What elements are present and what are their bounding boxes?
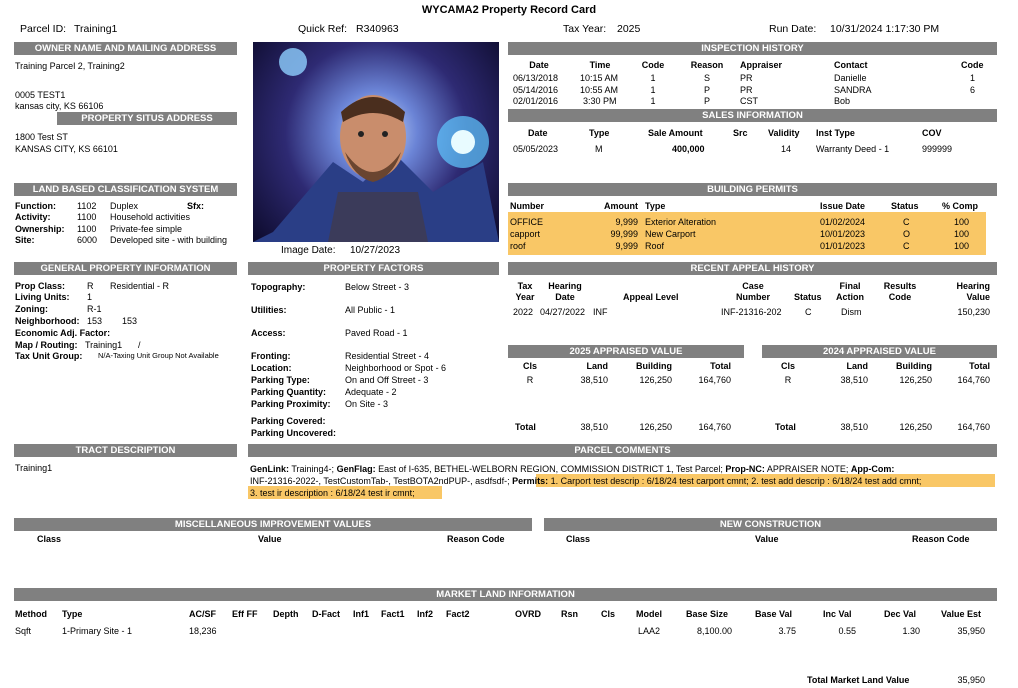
comment-permits-label: Permits: (512, 476, 549, 486)
image-date-label: Image Date: (281, 245, 336, 256)
newcon-col-reason: Reason Code (912, 534, 970, 544)
propnc: APPRAISER NOTE; (766, 464, 849, 474)
run-date: 10/31/2024 1:17:30 PM (830, 23, 940, 35)
fronting: Residential Street - 4 (345, 351, 430, 361)
living-units-label: Living Units: (15, 292, 70, 302)
misc-col-class: Class (37, 534, 62, 544)
ml-row-value-est: 35,950 (957, 626, 985, 636)
inspection-row-2-date: 05/14/2016 (513, 85, 559, 95)
genflag: East of I-635, BETHEL-WELBORN REGION, COMMISSION DISTRICT 1, Test Parcel; (378, 464, 723, 474)
ml-row-acsf: 18,236 (189, 626, 217, 636)
lbcs-site-desc: Developed site - with building (110, 235, 228, 245)
inspection-row-3-contact: Bob (834, 96, 851, 106)
appeal-col-action: Action (836, 292, 864, 302)
market-land-heading: MARKET LAND INFORMATION (14, 588, 997, 601)
lbcs-ownership-label: Ownership: (15, 224, 65, 234)
permit-1-status: C (903, 217, 910, 227)
appeal-col-hearing2: Hearing (956, 281, 990, 291)
situs-line2: KANSAS CITY, KS 66101 (15, 144, 118, 154)
lbcs-function-desc: Duplex (110, 201, 139, 211)
inspection-row-2-contact: SANDRA (834, 85, 872, 95)
appeal-row-status: C (805, 307, 812, 317)
a2025-total-land: 38,510 (580, 422, 608, 432)
comment-permits-text-2: 3. test ir description : 6/18/24 test ir cmnt; (250, 488, 415, 498)
parking-proximity: On Site - 3 (345, 399, 389, 409)
location-label: Location: (251, 363, 292, 373)
sales-row-cov: 999999 (922, 144, 953, 154)
image-date: 10/27/2023 (350, 245, 401, 256)
a2024-total-total: 164,760 (957, 422, 990, 432)
inspection-col-time: Time (589, 60, 611, 70)
ml-col-rsn: Rsn (561, 609, 579, 619)
permits-col-number: Number (510, 201, 545, 211)
permit-1-amount: 9,999 (615, 217, 638, 227)
permit-2-comp: 100 (954, 229, 970, 239)
genflag-label: GenFlag: (336, 464, 376, 474)
inspection-row-3-reason: P (703, 96, 710, 106)
a2024-row-land: 38,510 (840, 375, 868, 385)
inspection-row-1-code: 1 (650, 73, 656, 83)
permits-col-type: Type (645, 201, 666, 211)
appraised-2025-heading: 2025 APPRAISED VALUE (508, 345, 744, 358)
ml-col-acsf: AC/SF (189, 609, 216, 619)
living-units: 1 (87, 292, 93, 302)
parking-quantity: Adequate - 2 (345, 387, 397, 397)
inspection-row-1-reason: S (703, 73, 710, 83)
permit-3-number: roof (510, 241, 526, 251)
ml-col-base-size: Base Size (686, 609, 729, 619)
inspection-row-2-time: 10:55 AM (580, 85, 619, 95)
tract-text: Training1 (15, 463, 53, 473)
owner-address-line1: 0005 TEST1 (15, 90, 66, 100)
inspection-row-3-appraiser: CST (740, 96, 758, 106)
permits-heading: BUILDING PERMITS (508, 183, 997, 196)
ml-col-type: Type (62, 609, 83, 619)
appeal-row-value: 150,230 (957, 307, 990, 317)
a2024-total-building: 126,250 (899, 422, 932, 432)
parking-type-label: Parking Type: (251, 375, 310, 385)
ml-row-base-val: 3.75 (778, 626, 796, 636)
lbcs-heading: LAND BASED CLASSIFICATION SYSTEM (14, 183, 237, 196)
ml-col-fact2: Fact2 (446, 609, 470, 619)
lbcs-ownership-code: 1100 (77, 224, 97, 234)
appcom: INF-21316-2022-, TestCustomTab-, TestBOTA2ndPUP-, asdfsdf-; (250, 476, 510, 486)
parking-type: On and Off Street - 3 (345, 375, 429, 385)
permit-2-status: O (903, 229, 911, 239)
utilities: All Public - 1 (345, 305, 396, 315)
misc-heading: MISCELLANEOUS IMPROVEMENT VALUES (14, 518, 532, 531)
sales-col-cov: COV (922, 128, 942, 138)
ml-row-inc-val: 0.55 (838, 626, 856, 636)
tract-heading: TRACT DESCRIPTION (14, 444, 237, 457)
sales-col-validity: Validity (768, 128, 800, 138)
inspection-row-1-date: 06/13/2018 (513, 73, 559, 83)
tax-year-label: Tax Year: (563, 23, 607, 35)
map-routing-separator: / (138, 340, 141, 350)
inspection-row-1-time: 10:15 AM (580, 73, 619, 83)
permit-1-type: Exterior Alteration (645, 217, 717, 227)
appeal-col-hearing: Hearing (548, 281, 582, 291)
parking-uncovered-label: Parking Uncovered: (251, 428, 337, 438)
quick-ref: R340963 (356, 23, 399, 35)
misc-col-value: Value (258, 534, 282, 544)
appeal-col-level: Appeal Level (623, 292, 679, 302)
appeal-col-number: Number (735, 292, 770, 302)
property-photo-art (253, 42, 499, 242)
ml-row-model: LAA2 (638, 626, 661, 636)
ml-total-value: 35,950 (957, 675, 985, 685)
a2025-total-label: Total (515, 422, 536, 432)
permit-3-issue: 01/01/2023 (820, 241, 866, 251)
comments-body (250, 463, 998, 499)
sales-col-amount: Sale Amount (648, 128, 703, 138)
inspection-col-contact: Contact (834, 60, 868, 70)
sales-row-inst: Warranty Deed - 1 (816, 144, 890, 154)
topography-label: Topography: (251, 282, 306, 292)
sales-row-type: M (595, 144, 603, 154)
topography: Below Street - 3 (345, 282, 410, 292)
a2024-col-total: Total (969, 361, 990, 371)
a2025-total-building: 126,250 (639, 422, 672, 432)
appeal-row-case: INF-21316-202 (721, 307, 782, 317)
appeal-col-tax: Tax (517, 281, 533, 291)
ml-col-inc-val: Inc Val (823, 609, 852, 619)
situs-line1: 1800 Test ST (15, 132, 68, 142)
a2025-row-total: 164,760 (698, 375, 731, 385)
a2025-col-building: Building (636, 361, 672, 371)
ml-col-depth: Depth (273, 609, 299, 619)
comments-heading: PARCEL COMMENTS (248, 444, 997, 457)
neighborhood-label: Neighborhood: (15, 316, 80, 326)
sales-heading: SALES INFORMATION (508, 109, 997, 122)
permit-1-number: OFFICE (510, 217, 543, 227)
owner-name: Training Parcel 2, Training2 (15, 61, 125, 71)
a2025-col-cls: Cls (522, 361, 537, 371)
lbcs-ownership-desc: Private-fee simple (110, 224, 183, 234)
ml-row-type: 1-Primary Site - 1 (62, 626, 133, 636)
appeal-col-status: Status (794, 292, 822, 302)
a2025-row-cls: R (526, 375, 534, 385)
permit-1-issue: 01/02/2024 (820, 217, 866, 227)
parcel-id: Training1 (74, 23, 118, 35)
misc-col-reason: Reason Code (447, 534, 505, 544)
parcel-id-label: Parcel ID: (20, 23, 67, 35)
ml-total-label: Total Market Land Value (807, 675, 910, 685)
a2024-total-label: Total (775, 422, 796, 432)
comment-permits-text-1: 1. Carport test descrip : 6/18/24 test carport cmnt; 2. test add descrip : 6/18/24 test add cmnt; (550, 476, 922, 486)
access: Paved Road - 1 (345, 328, 408, 338)
ml-row-base-size: 8,100.00 (696, 626, 732, 636)
property-photo (253, 42, 499, 242)
map-routing-label: Map / Routing: (15, 340, 78, 350)
inspection-col-date: Date (529, 60, 549, 70)
map-routing: Training1 (85, 340, 123, 350)
inspection-row-2-code: 1 (650, 85, 656, 95)
parking-proximity-label: Parking Proximity: (251, 399, 331, 409)
sales-row-validity: 14 (781, 144, 792, 154)
appraised-2024-heading: 2024 APPRAISED VALUE (762, 345, 997, 358)
a2024-col-cls: Cls (780, 361, 795, 371)
report-title: WYCAMA2 Property Record Card (421, 4, 597, 16)
access-label: Access: (251, 328, 286, 338)
appeal-heading: RECENT APPEAL HISTORY (508, 262, 997, 275)
inspection-row-3-code: 1 (650, 96, 656, 106)
permits-col-comp: % Comp (942, 201, 978, 211)
permits-col-issue: Issue Date (820, 201, 866, 211)
zoning-label: Zoning: (15, 304, 48, 314)
inspection-col-code: Code (641, 60, 665, 70)
permit-2-number: capport (510, 229, 541, 239)
ml-col-inf1: Inf1 (353, 609, 370, 619)
appeal-col-case: Case (742, 281, 764, 291)
appeal-col-date: Date (555, 292, 575, 302)
inspection-row-2-reason: P (703, 85, 710, 95)
a2024-row-total: 164,760 (957, 375, 990, 385)
appeal-row-level: INF (593, 307, 608, 317)
ml-row-method: Sqft (15, 626, 32, 636)
ml-col-fact1: Fact1 (381, 609, 405, 619)
lbcs-sfx-label: Sfx: (187, 201, 205, 211)
ml-col-dfact: D-Fact (312, 609, 341, 619)
newcon-col-value: Value (755, 534, 779, 544)
a2024-total-land: 38,510 (840, 422, 868, 432)
zoning: R-1 (87, 304, 102, 314)
ml-col-ovrd: OVRD (515, 609, 542, 619)
inspection-row-2-appraiser: PR (740, 85, 753, 95)
permit-3-comp: 100 (954, 241, 970, 251)
genlink-label: GenLink: (250, 464, 290, 474)
inspection-row-1-code2: 1 (970, 73, 976, 83)
permit-3-amount: 9,999 (615, 241, 638, 251)
a2024-row-cls: R (784, 375, 792, 385)
owner-heading: OWNER NAME AND MAILING ADDRESS (14, 42, 237, 55)
a2024-col-land: Land (846, 361, 868, 371)
inspection-col-code2: Code (961, 60, 984, 70)
inspection-heading: INSPECTION HISTORY (508, 42, 997, 55)
lbcs-site-code: 6000 (77, 235, 98, 245)
appeal-col-year: Year (515, 292, 535, 302)
inspection-row-1-appraiser: PR (740, 73, 753, 83)
ml-col-base-val: Base Val (755, 609, 793, 619)
parking-covered-label: Parking Covered: (251, 416, 326, 426)
appeal-col-results: Results (883, 281, 917, 291)
tax-unit-label: Tax Unit Group: (15, 351, 83, 361)
sales-col-src: Src (733, 128, 748, 138)
inspection-col-reason: Reason (690, 60, 724, 70)
appeal-col-code: Code (888, 292, 912, 302)
a2024-row-building: 126,250 (899, 375, 932, 385)
ml-col-model: Model (636, 609, 662, 619)
ml-col-efff: Eff FF (232, 609, 258, 619)
appeal-col-value: Value (966, 292, 990, 302)
situs-heading: PROPERTY SITUS ADDRESS (57, 112, 237, 125)
lbcs-activity-desc: Household activities (110, 212, 191, 222)
prop-class-label: Prop Class: (15, 281, 66, 291)
general-heading: GENERAL PROPERTY INFORMATION (14, 262, 237, 275)
prop-class-code: R (87, 281, 94, 291)
appeal-col-final: Final (839, 281, 861, 291)
inspection-col-appraiser: Appraiser (740, 60, 783, 70)
a2025-col-land: Land (586, 361, 608, 371)
permits-col-status: Status (891, 201, 919, 211)
sales-col-date: Date (528, 128, 548, 138)
permit-3-status: C (903, 241, 910, 251)
ml-col-dec-val: Dec Val (884, 609, 917, 619)
newcon-col-class: Class (566, 534, 591, 544)
lbcs-activity-label: Activity: (15, 212, 51, 222)
permit-2-amount: 99,999 (610, 229, 638, 239)
tax-year: 2025 (617, 23, 641, 35)
permits-col-amount: Amount (604, 201, 638, 211)
fronting-label: Fronting: (251, 351, 291, 361)
neighborhood-1: 153 (87, 316, 103, 326)
owner-address-line2: kansas city, KS 66106 (15, 101, 104, 111)
appcom-label: App-Com: (850, 464, 895, 474)
ml-row-dec-val: 1.30 (902, 626, 920, 636)
a2025-row-building: 126,250 (639, 375, 672, 385)
sales-col-type: Type (589, 128, 610, 138)
appeal-row-action: Dism (841, 307, 862, 317)
sales-col-inst: Inst Type (816, 128, 855, 138)
lbcs-function-code: 1102 (77, 201, 97, 211)
permit-3-type: Roof (645, 241, 665, 251)
factors-heading: PROPERTY FACTORS (248, 262, 499, 275)
utilities-label: Utilities: (251, 305, 287, 315)
permit-1-comp: 100 (954, 217, 970, 227)
permit-2-type: New Carport (645, 229, 696, 239)
inspection-row-3-time: 3:30 PM (583, 96, 617, 106)
run-date-label: Run Date: (769, 23, 817, 35)
neighborhood-2: 153 (122, 316, 138, 326)
quick-ref-label: Quick Ref: (298, 23, 348, 35)
ml-col-method: Method (15, 609, 47, 619)
econ-adj-label: Economic Adj. Factor: (15, 328, 111, 338)
a2025-row-land: 38,510 (580, 375, 608, 385)
sales-row-amount: 400,000 (672, 144, 705, 154)
location: Neighborhood or Spot - 6 (345, 363, 447, 373)
ml-col-inf2: Inf2 (417, 609, 434, 619)
lbcs-site-label: Site: (15, 235, 35, 245)
ml-col-value-est: Value Est (941, 609, 982, 619)
ml-col-cls: Cls (601, 609, 616, 619)
appeal-row-year: 2022 (513, 307, 534, 317)
prop-class-desc: Residential - R (110, 281, 170, 291)
appeal-row-date: 04/27/2022 (540, 307, 586, 317)
a2024-col-building: Building (896, 361, 932, 371)
a2025-total-total: 164,760 (698, 422, 731, 432)
parking-quantity-label: Parking Quantity: (251, 387, 327, 397)
lbcs-activity-code: 1100 (77, 212, 97, 222)
propnc-label: Prop-NC: (725, 464, 765, 474)
a2025-col-total: Total (710, 361, 731, 371)
sales-row-date: 05/05/2023 (513, 144, 559, 154)
newcon-heading: NEW CONSTRUCTION (544, 518, 997, 531)
inspection-row-2-code2: 6 (970, 85, 976, 95)
permit-2-issue: 10/01/2023 (820, 229, 866, 239)
genlink: Training4-; (291, 464, 335, 474)
lbcs-function-label: Function: (15, 201, 56, 211)
inspection-row-1-contact: Danielle (834, 73, 867, 83)
inspection-row-3-date: 02/01/2016 (513, 96, 559, 106)
tax-unit: N/A-Taxing Unit Group Not Available (98, 351, 219, 360)
